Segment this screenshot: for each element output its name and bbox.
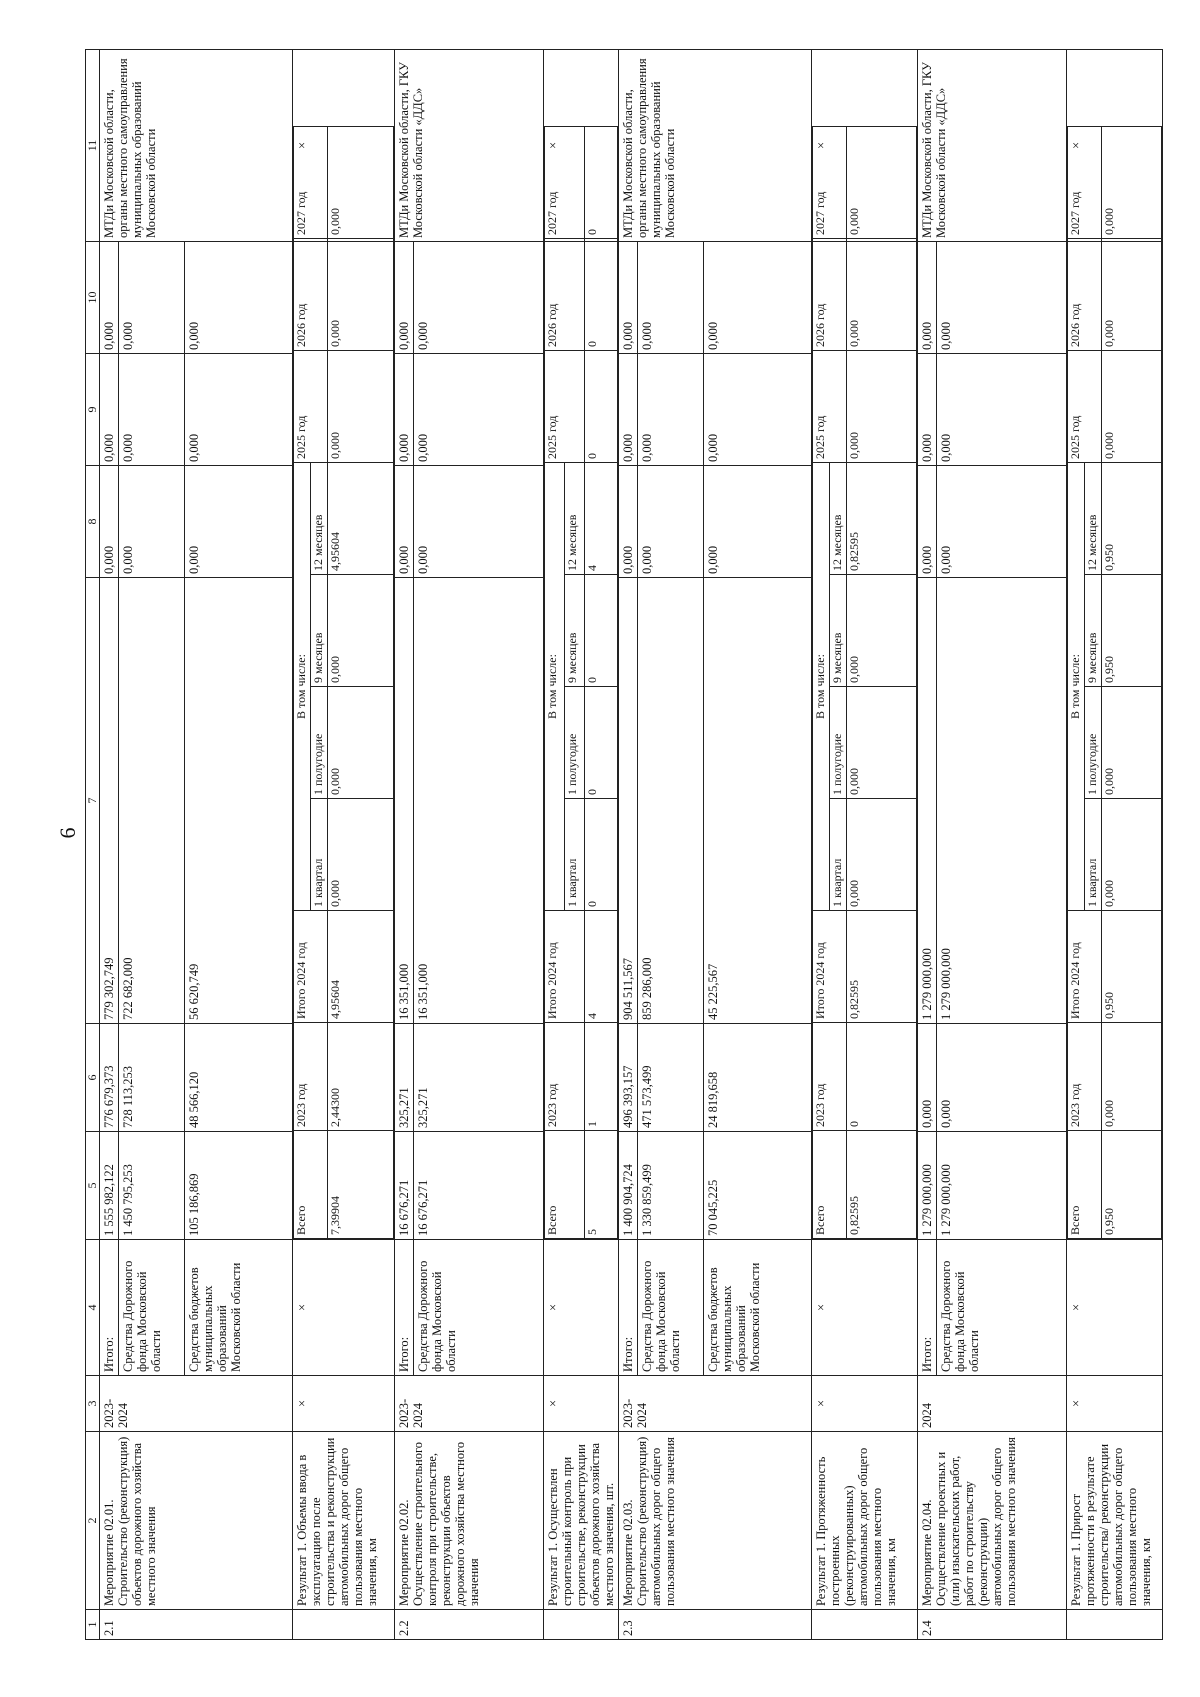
- funding-source: Средства Дорожного фонда Московской области: [119, 1240, 185, 1376]
- header-q1: 1 квартал: [565, 799, 585, 911]
- amount-y2027: 0,000: [918, 242, 937, 354]
- period: 2023-2024: [100, 1376, 293, 1432]
- result-values: [544, 191, 619, 1240]
- header-2025: 2025 год: [545, 350, 585, 462]
- amount-y2023: 728 113,253: [119, 1024, 185, 1132]
- column-number: 1: [86, 1610, 100, 1640]
- header-2027: 2027 год: [813, 126, 847, 238]
- funding-source: Итого:: [918, 1240, 937, 1376]
- amount-y2023: 0,000: [918, 1024, 937, 1132]
- column-number: 9: [86, 354, 100, 466]
- amount-total: 1 400 904,724: [619, 1132, 638, 1240]
- funding-mark: ×: [544, 1240, 619, 1376]
- header-h1: 1 полугодие: [1085, 687, 1102, 799]
- header-itogo-2024: Итого 2024 год: [1068, 911, 1102, 1023]
- header-12m: 12 месяцев: [830, 462, 847, 574]
- row-number: 2.2: [395, 1610, 544, 1640]
- result-h1: 0,000: [328, 687, 394, 799]
- executor: МТДи Московской области, органы местного самоуправления муниципальных образований Московской области: [100, 50, 293, 242]
- amount-total: 1 330 859,499: [638, 1132, 704, 1240]
- amount-y2025: 0,000: [638, 466, 704, 578]
- amount-y2024: 779 302,749: [100, 578, 119, 1024]
- column-number: 7: [86, 578, 100, 1024]
- result-itogo2024: 0,82595: [847, 911, 917, 1023]
- header-2027: 2027 год: [294, 126, 328, 238]
- activity-name: Мероприятие 02.02. Осуществление строительного контроля при строительстве, реконструкции объектов дорожного хозяйства местного значения: [395, 1432, 544, 1610]
- result-m9: 0,000: [847, 575, 917, 687]
- header-2025: 2025 год: [813, 350, 847, 462]
- header-q1: 1 квартал: [830, 799, 847, 911]
- period-mark: ×: [812, 1376, 918, 1432]
- amount-y2026: 0,000: [638, 354, 704, 466]
- result-subtable: [544, 126, 618, 1239]
- page-number: 6: [55, 827, 80, 839]
- header-2026: 2026 год: [1068, 238, 1102, 350]
- row-number: 2.1: [100, 1610, 293, 1640]
- row-number: 2.4: [918, 1610, 1067, 1640]
- header-2023: 2023 год: [1068, 1023, 1102, 1131]
- result-row: [1067, 50, 1163, 1640]
- amount-y2023: 776 679,373: [100, 1024, 119, 1132]
- header-vsego: Всего: [294, 1131, 328, 1239]
- amount-y2027: 0,000: [119, 242, 185, 354]
- result-y2025: 0,000: [328, 350, 394, 462]
- result-itogo2024: 4: [585, 911, 618, 1023]
- result-row: [812, 50, 918, 1640]
- executor-mark: ×: [812, 50, 918, 242]
- result-values: [1067, 191, 1163, 1240]
- result-q1: 0,000: [328, 799, 394, 911]
- header-2023: 2023 год: [294, 1023, 328, 1131]
- funding-mark: ×: [1067, 1240, 1163, 1376]
- amount-y2026: 0,000: [918, 354, 937, 466]
- result-subtable: [812, 126, 917, 1239]
- amount-y2026: 0,000: [185, 354, 293, 466]
- column-number: 2: [86, 1432, 100, 1610]
- result-subtable: [1067, 126, 1162, 1239]
- funding-row: [918, 50, 937, 1640]
- rotated-table-container: [85, 50, 1154, 1640]
- executor: МТДи Московской области, ГКУ Московской области «ДДС»: [395, 50, 544, 242]
- funding-mark: ×: [812, 1240, 918, 1376]
- result-label: Результат 1. Осуществлен строительный контроль при строительстве, реконструкции объектов дорожного хозяйства местного значения, шт.: [544, 1432, 619, 1610]
- activity-name: Мероприятие 02.01. Строительство (реконструкция) объектов дорожного хозяйства местного значения: [100, 1432, 293, 1610]
- result-q1: 0,000: [847, 799, 917, 911]
- header-2027: 2027 год: [545, 126, 585, 238]
- amount-y2024: 45 225,567: [704, 578, 812, 1024]
- amount-y2026: 0,000: [414, 354, 544, 466]
- amount-y2027: 0,000: [414, 242, 544, 354]
- amount-y2026: 0,000: [619, 354, 638, 466]
- amount-y2024: 56 620,749: [185, 578, 293, 1024]
- result-m12: 0,950: [1102, 462, 1162, 574]
- result-label: Результат 1. Протяженность построенных (реконструированных) автомобильных дорог общего пользования местного значения, км: [812, 1432, 918, 1610]
- amount-total: 16 676,271: [414, 1132, 544, 1240]
- header-v-tom-chisle: В том числе:: [813, 462, 830, 910]
- amount-y2024: 1 279 000,000: [937, 578, 1067, 1024]
- result-y2026: 0: [585, 238, 618, 350]
- header-9m: 9 месяцев: [311, 575, 328, 687]
- header-vsego: Всего: [1068, 1131, 1102, 1239]
- header-vsego: Всего: [545, 1131, 585, 1239]
- period: 2023-2024: [395, 1376, 544, 1432]
- amount-y2027: 0,000: [937, 242, 1067, 354]
- amount-total: 1 279 000,000: [918, 1132, 937, 1240]
- amount-y2025: 0,000: [100, 466, 119, 578]
- amount-y2025: 0,000: [918, 466, 937, 578]
- result-itogo2024: 0,950: [1102, 911, 1162, 1023]
- executor: МТДи Московской области, ГКУ Московской области «ДДС»: [918, 50, 1067, 242]
- result-y2027: 0,000: [328, 126, 394, 238]
- header-itogo-2024: Итого 2024 год: [813, 911, 847, 1023]
- funding-row: [395, 50, 414, 1640]
- result-y2026: 0,000: [1102, 238, 1162, 350]
- funding-source: Средства Дорожного фонда Московской области: [937, 1240, 1067, 1376]
- amount-y2023: 24 819,658: [704, 1024, 812, 1132]
- header-h1: 1 полугодие: [830, 687, 847, 799]
- period: 2023-2024: [619, 1376, 812, 1432]
- amount-y2026: 0,000: [395, 354, 414, 466]
- result-y2026: 0,000: [328, 238, 394, 350]
- amount-total: 1 555 982,122: [100, 1132, 119, 1240]
- amount-y2023: 325,271: [395, 1024, 414, 1132]
- header-vsego: Всего: [813, 1131, 847, 1239]
- result-subtable: [293, 126, 394, 1239]
- amount-y2025: 0,000: [619, 466, 638, 578]
- period-mark: ×: [1067, 1376, 1163, 1432]
- amount-total: 1 450 795,253: [119, 1132, 185, 1240]
- result-m12: 4: [585, 462, 618, 574]
- result-label: Результат 1. Прирост протяженности в результате строительства/ реконструкции автомобильных дорог общего пользования местного значения, км: [1067, 1432, 1163, 1610]
- amount-total: 105 186,869: [185, 1132, 293, 1240]
- result-h1: 0: [585, 687, 618, 799]
- amount-y2023: 496 393,157: [619, 1024, 638, 1132]
- header-itogo-2024: Итого 2024 год: [294, 911, 328, 1023]
- amount-y2027: 0,000: [638, 242, 704, 354]
- funding-mark: ×: [293, 1240, 395, 1376]
- result-y2026: 0,000: [847, 238, 917, 350]
- funding-source: Средства бюджетов муниципальных образований Московской области: [704, 1240, 812, 1376]
- amount-y2023: 325,271: [414, 1024, 544, 1132]
- row-number: 2.3: [619, 1610, 812, 1640]
- result-y2027: 0: [585, 126, 618, 238]
- result-values: [812, 191, 918, 1240]
- result-h1: 0,000: [1102, 687, 1162, 799]
- result-y2025: 0: [585, 350, 618, 462]
- funding-row: [619, 50, 638, 1640]
- result-m12: 4,95604: [328, 462, 394, 574]
- result-m9: 0,950: [1102, 575, 1162, 687]
- result-vsego: 0,82595: [847, 1131, 917, 1239]
- result-itogo2024: 4,95604: [328, 911, 394, 1023]
- result-m12: 0,82595: [847, 462, 917, 574]
- amount-y2025: 0,000: [937, 466, 1067, 578]
- amount-y2027: 0,000: [704, 242, 812, 354]
- funding-source: Итого:: [100, 1240, 119, 1376]
- header-h1: 1 полугодие: [311, 687, 328, 799]
- activity-name: Мероприятие 02.04. Осуществление проектных и (или) изыскательских работ, работ по строительству (реконструкции) автомобильных дорог общего пользования местного значения: [918, 1432, 1067, 1610]
- result-q1: 0,000: [1102, 799, 1162, 911]
- column-number: 8: [86, 466, 100, 578]
- funding-source: Средства Дорожного фонда Московской области: [638, 1240, 704, 1376]
- amount-y2027: 0,000: [395, 242, 414, 354]
- period-mark: ×: [293, 1376, 395, 1432]
- executor-mark: ×: [544, 50, 619, 242]
- amount-y2025: 0,000: [119, 466, 185, 578]
- column-number: 4: [86, 1240, 100, 1376]
- amount-y2027: 0,000: [619, 242, 638, 354]
- amount-y2027: 0,000: [185, 242, 293, 354]
- amount-y2026: 0,000: [100, 354, 119, 466]
- amount-y2025: 0,000: [395, 466, 414, 578]
- amount-y2025: 0,000: [185, 466, 293, 578]
- header-v-tom-chisle: В том числе:: [545, 462, 565, 910]
- amount-y2026: 0,000: [937, 354, 1067, 466]
- result-y2023: 2,44300: [328, 1023, 394, 1131]
- result-m9: 0: [585, 575, 618, 687]
- amount-y2025: 0,000: [704, 466, 812, 578]
- result-q1: 0: [585, 799, 618, 911]
- header-12m: 12 месяцев: [311, 462, 328, 574]
- amount-y2024: 904 511,567: [619, 578, 638, 1024]
- executor: МТДи Московской области, органы местного самоуправления муниципальных образований Московской области: [619, 50, 812, 242]
- amount-y2023: 0,000: [937, 1024, 1067, 1132]
- result-label: Результат 1. Объемы ввода в эксплуатацию после строительства и реконструкции автомобильных дорог общего пользования местного значения, км: [293, 1432, 395, 1610]
- header-12m: 12 месяцев: [565, 462, 585, 574]
- column-number: 11: [86, 50, 100, 242]
- funding-source: Средства бюджетов муниципальных образований Московской области: [185, 1240, 293, 1376]
- result-y2027: 0,000: [847, 126, 917, 238]
- amount-y2024: 16 351,000: [414, 578, 544, 1024]
- funding-source: Средства Дорожного фонда Московской области: [414, 1240, 544, 1376]
- result-vsego: 5: [585, 1131, 618, 1239]
- amount-total: 70 045,225: [704, 1132, 812, 1240]
- header-2026: 2026 год: [294, 238, 328, 350]
- header-2025: 2025 год: [1068, 350, 1102, 462]
- header-12m: 12 месяцев: [1085, 462, 1102, 574]
- result-values: [293, 191, 395, 1240]
- column-number: 3: [86, 1376, 100, 1432]
- amount-y2024: 722 682,000: [119, 578, 185, 1024]
- period: 2024: [918, 1376, 1067, 1432]
- result-y2023: 0: [847, 1023, 917, 1131]
- column-number: 6: [86, 1024, 100, 1132]
- result-vsego: 0,950: [1102, 1131, 1162, 1239]
- table-body: [86, 50, 1163, 1640]
- header-2027: 2027 год: [1068, 126, 1102, 238]
- column-number: 10: [86, 242, 100, 354]
- amount-y2023: 48 566,120: [185, 1024, 293, 1132]
- funding-source: Итого:: [395, 1240, 414, 1376]
- header-9m: 9 месяцев: [830, 575, 847, 687]
- header-2023: 2023 год: [545, 1023, 585, 1131]
- amount-y2025: 0,000: [414, 466, 544, 578]
- executor-mark: ×: [293, 50, 395, 242]
- header-q1: 1 квартал: [311, 799, 328, 911]
- amount-y2024: 1 279 000,000: [918, 578, 937, 1024]
- header-9m: 9 месяцев: [565, 575, 585, 687]
- amount-y2024: 16 351,000: [395, 578, 414, 1024]
- funding-row: [100, 50, 119, 1640]
- header-2025: 2025 год: [294, 350, 328, 462]
- amount-total: 16 676,271: [395, 1132, 414, 1240]
- result-h1: 0,000: [847, 687, 917, 799]
- result-vsego: 7,39904: [328, 1131, 394, 1239]
- header-q1: 1 квартал: [1085, 799, 1102, 911]
- header-itogo-2024: Итого 2024 год: [545, 911, 585, 1023]
- result-y2025: 0,000: [847, 350, 917, 462]
- executor-mark: ×: [1067, 50, 1163, 242]
- budget-table: [85, 49, 1163, 1640]
- header-2026: 2026 год: [813, 238, 847, 350]
- result-row: [293, 50, 395, 1640]
- column-number-row: [86, 50, 100, 1640]
- header-h1: 1 полугодие: [565, 687, 585, 799]
- amount-y2026: 0,000: [119, 354, 185, 466]
- result-y2027: 0,000: [1102, 126, 1162, 238]
- activity-name: Мероприятие 02.03. Строительство (реконструкция) автомобильных дорог общего пользования местного значения: [619, 1432, 812, 1610]
- column-number: 5: [86, 1132, 100, 1240]
- amount-y2023: 471 573,499: [638, 1024, 704, 1132]
- period-mark: ×: [544, 1376, 619, 1432]
- header-v-tom-chisle: В том числе:: [1068, 462, 1085, 910]
- result-m9: 0,000: [328, 575, 394, 687]
- amount-y2027: 0,000: [100, 242, 119, 354]
- amount-total: 1 279 000,000: [937, 1132, 1067, 1240]
- result-y2025: 0,000: [1102, 350, 1162, 462]
- header-v-tom-chisle: В том числе:: [294, 462, 311, 910]
- header-2023: 2023 год: [813, 1023, 847, 1131]
- result-row: [544, 50, 619, 1640]
- amount-y2026: 0,000: [704, 354, 812, 466]
- result-y2023: 1: [585, 1023, 618, 1131]
- header-9m: 9 месяцев: [1085, 575, 1102, 687]
- header-2026: 2026 год: [545, 238, 585, 350]
- result-y2023: 0,000: [1102, 1023, 1162, 1131]
- amount-y2024: 859 286,000: [638, 578, 704, 1024]
- funding-source: Итого:: [619, 1240, 638, 1376]
